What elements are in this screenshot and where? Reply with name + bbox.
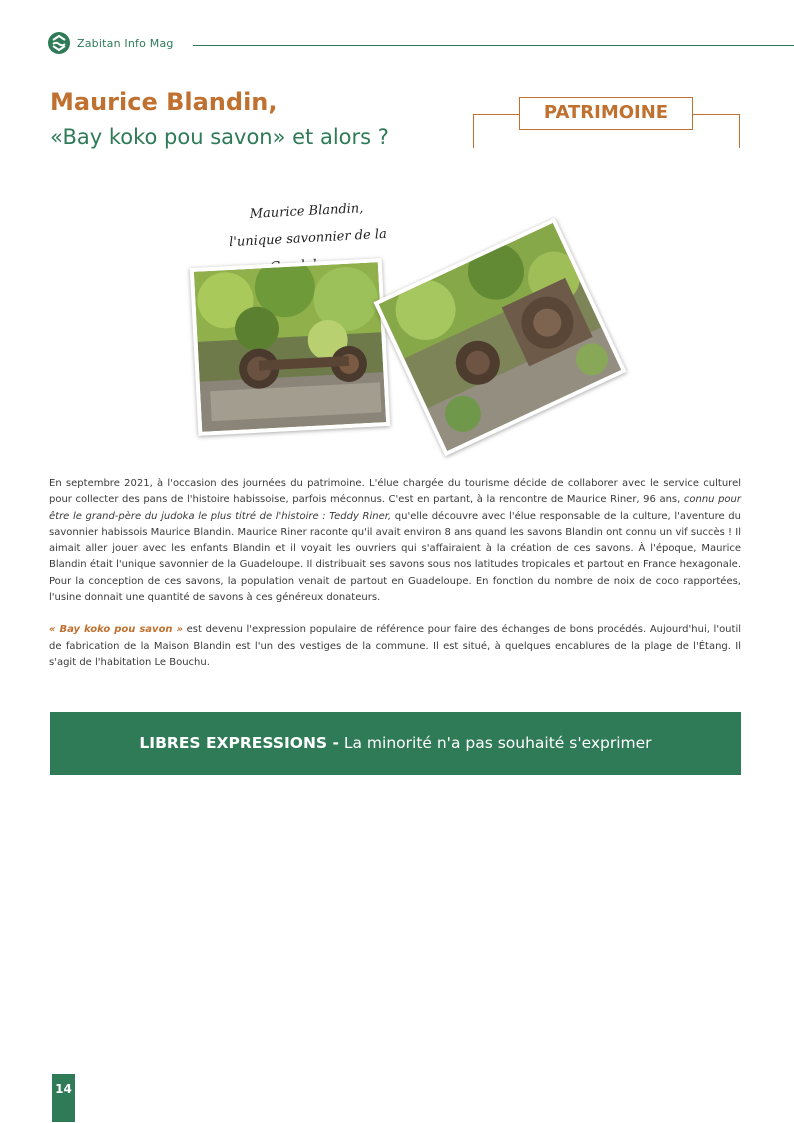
magazine-name: Zabitan Info Mag [77, 37, 174, 50]
paragraph-1-text-a: En septembre 2021, à l'occasion des journées du patrimoine. L'élue chargée du tourisme décide de collaborer avec le service culturel pour collecter des pans de l'histoire habissoise, parfois méconnus. C'est en partant, à la rencontre de Maurice Riner, 96 ans, [49, 478, 741, 506]
paragraph-2-text: est devenu l'expression populaire de référence pour faire des échanges de bons procédés. Aujourd'hui, l'outil de fabrication de la Maison Blandin est l'un des vestiges de la commune. Il est situé, à quelques encablures de la plage de l'Étang. Il s'agit de l'habitation Le Bouchu. [49, 624, 741, 668]
page-header [48, 32, 794, 56]
paragraph-2-highlight: « Bay koko pou savon » [49, 624, 183, 636]
paragraph-1-text-b: qu'elle découvre avec l'élue responsable de la culture, l'aventure du savonnier habissois Maurice Blandin. Maurice Riner raconte qu'il avait environ 8 ans quand les savons Blandin ont connu un vif succès ! Il aimait aller jouer avec les enfants Blandin et il voyait les ouvriers qui s'affairaient à la création de ces savons. À l'époque, Maurice Blandin était l'unique savonnier de la Guadeloupe. Il distribuait ses savons sous nos latitudes tropicales et partout en France hexagonale. Pour la conception de ces savons, la population venait de partout en Guadeloupe. En fonction du nombre de noix de coco rapportées, l'usine donnait une quantité de savons à ces généreux donateurs. [49, 510, 741, 604]
header-divider [193, 45, 794, 46]
libres-expressions-banner [50, 712, 741, 775]
article-subtitle: «Bay koko pou savon» et alors ? [50, 125, 389, 149]
section-badge: PATRIMOINE [519, 97, 693, 130]
banner-label: LIBRES EXPRESSIONS - [139, 734, 339, 752]
page-number: 14 [52, 1074, 75, 1122]
article-paragraph-2 [49, 622, 741, 671]
caption-line-1: Maurice Blandin, [249, 201, 364, 223]
banner-text: La minorité n'a pas souhaité s'exprimer [338, 734, 652, 752]
zabitan-logo-icon [48, 32, 70, 54]
article-body [49, 476, 741, 687]
paragraph-1-italic: connu pour être le grand-père du judoka le plus titré de l'histoire : Teddy Riner, [49, 494, 742, 522]
article-title: Maurice Blandin, [50, 88, 278, 116]
caption-line-2: l'unique savonnier de la [228, 226, 388, 251]
photo-soap-machinery-1 [190, 258, 391, 436]
article-paragraph-1 [49, 476, 741, 606]
